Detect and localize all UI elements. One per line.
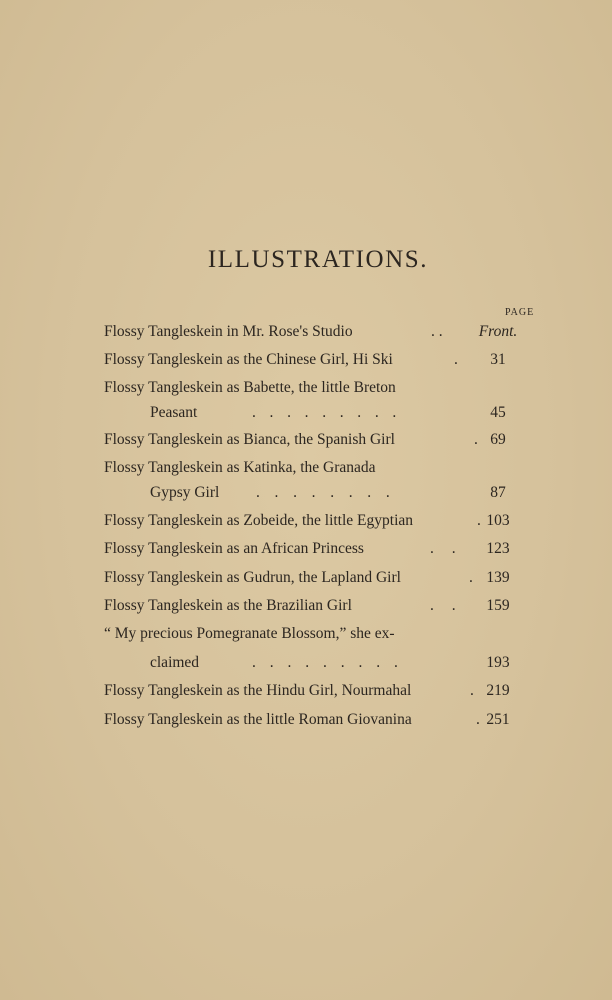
entry-text: Flossy Tangleskein as Katinka, the Granada [104, 459, 376, 476]
dot-leaders: . . [431, 323, 443, 340]
dot-leaders: . . [430, 597, 456, 614]
entry-page: 103 [486, 512, 510, 529]
entry-page: 31 [490, 351, 506, 368]
entry-text: Flossy Tangleskein as the Chinese Girl, Hi Ski [104, 351, 393, 368]
entry-text: Flossy Tangleskein as the Brazilian Girl [104, 597, 352, 614]
illustration-entry [104, 428, 554, 452]
dot-leaders: . [477, 512, 481, 529]
entry-page: 193 [486, 654, 510, 671]
entry-text: claimed [150, 654, 200, 671]
dot-leaders: . . . . . . . . . [252, 404, 397, 421]
entry-text: Flossy Tangleskein as Bianca, the Spanish Girl [104, 431, 395, 448]
dot-leaders: . [454, 351, 458, 368]
entry-text: Flossy Tangleskein as the little Roman Giovanina [104, 711, 412, 728]
dot-leaders: . . [430, 540, 456, 557]
dot-leaders: . [474, 431, 478, 448]
entry-text: Flossy Tangleskein as Gudrun, the Lapland Girl [104, 569, 401, 586]
entry-text: “ My precious Pomegranate Blossom,” she ex- [104, 625, 395, 642]
illustration-entry [104, 566, 554, 590]
dot-leaders: . [469, 569, 473, 586]
illustration-entry [104, 622, 554, 646]
page-column-label: PAGE [505, 307, 535, 318]
entry-page: 139 [486, 569, 510, 586]
page-title: ILLUSTRATIONS. [207, 246, 429, 273]
entry-text: Flossy Tangleskein as Babette, the little Breton [104, 379, 396, 396]
dot-leaders: . . . . . . . . . [252, 654, 398, 671]
illustration-entry [104, 537, 554, 561]
illustration-entry [104, 708, 554, 732]
illustration-entry [104, 481, 554, 505]
entry-text: Flossy Tangleskein as Zobeide, the little Egyptian [104, 512, 414, 529]
illustration-entry [104, 594, 554, 618]
entry-text: Gypsy Girl [150, 484, 220, 501]
illustration-entry [104, 376, 554, 400]
illustration-entry [104, 320, 554, 344]
entry-page: 123 [486, 540, 510, 557]
entry-text: Flossy Tangleskein as an African Princess [104, 540, 364, 557]
dot-leaders: . [470, 682, 474, 699]
entry-page: 87 [490, 484, 506, 501]
entry-page: Front. [478, 323, 518, 340]
illustration-entry [104, 401, 554, 425]
entry-text: Flossy Tangleskein in Mr. Rose's Studio [104, 323, 353, 340]
illustration-entry [104, 679, 554, 703]
illustration-entry [104, 651, 554, 675]
entry-page: 69 [490, 431, 506, 448]
dot-leaders: . . . . . . . . [256, 484, 390, 501]
dot-leaders: . [476, 711, 480, 728]
entry-page: 219 [486, 682, 510, 699]
entry-text: Flossy Tangleskein as the Hindu Girl, Nourmahal [104, 682, 412, 699]
illustration-entry [104, 348, 554, 372]
entry-page: 159 [486, 597, 510, 614]
illustration-entry [104, 456, 554, 480]
illustration-entry [104, 509, 554, 533]
entry-text: Peasant [150, 404, 198, 421]
entry-page: 251 [486, 711, 510, 728]
entry-page: 45 [490, 404, 506, 421]
